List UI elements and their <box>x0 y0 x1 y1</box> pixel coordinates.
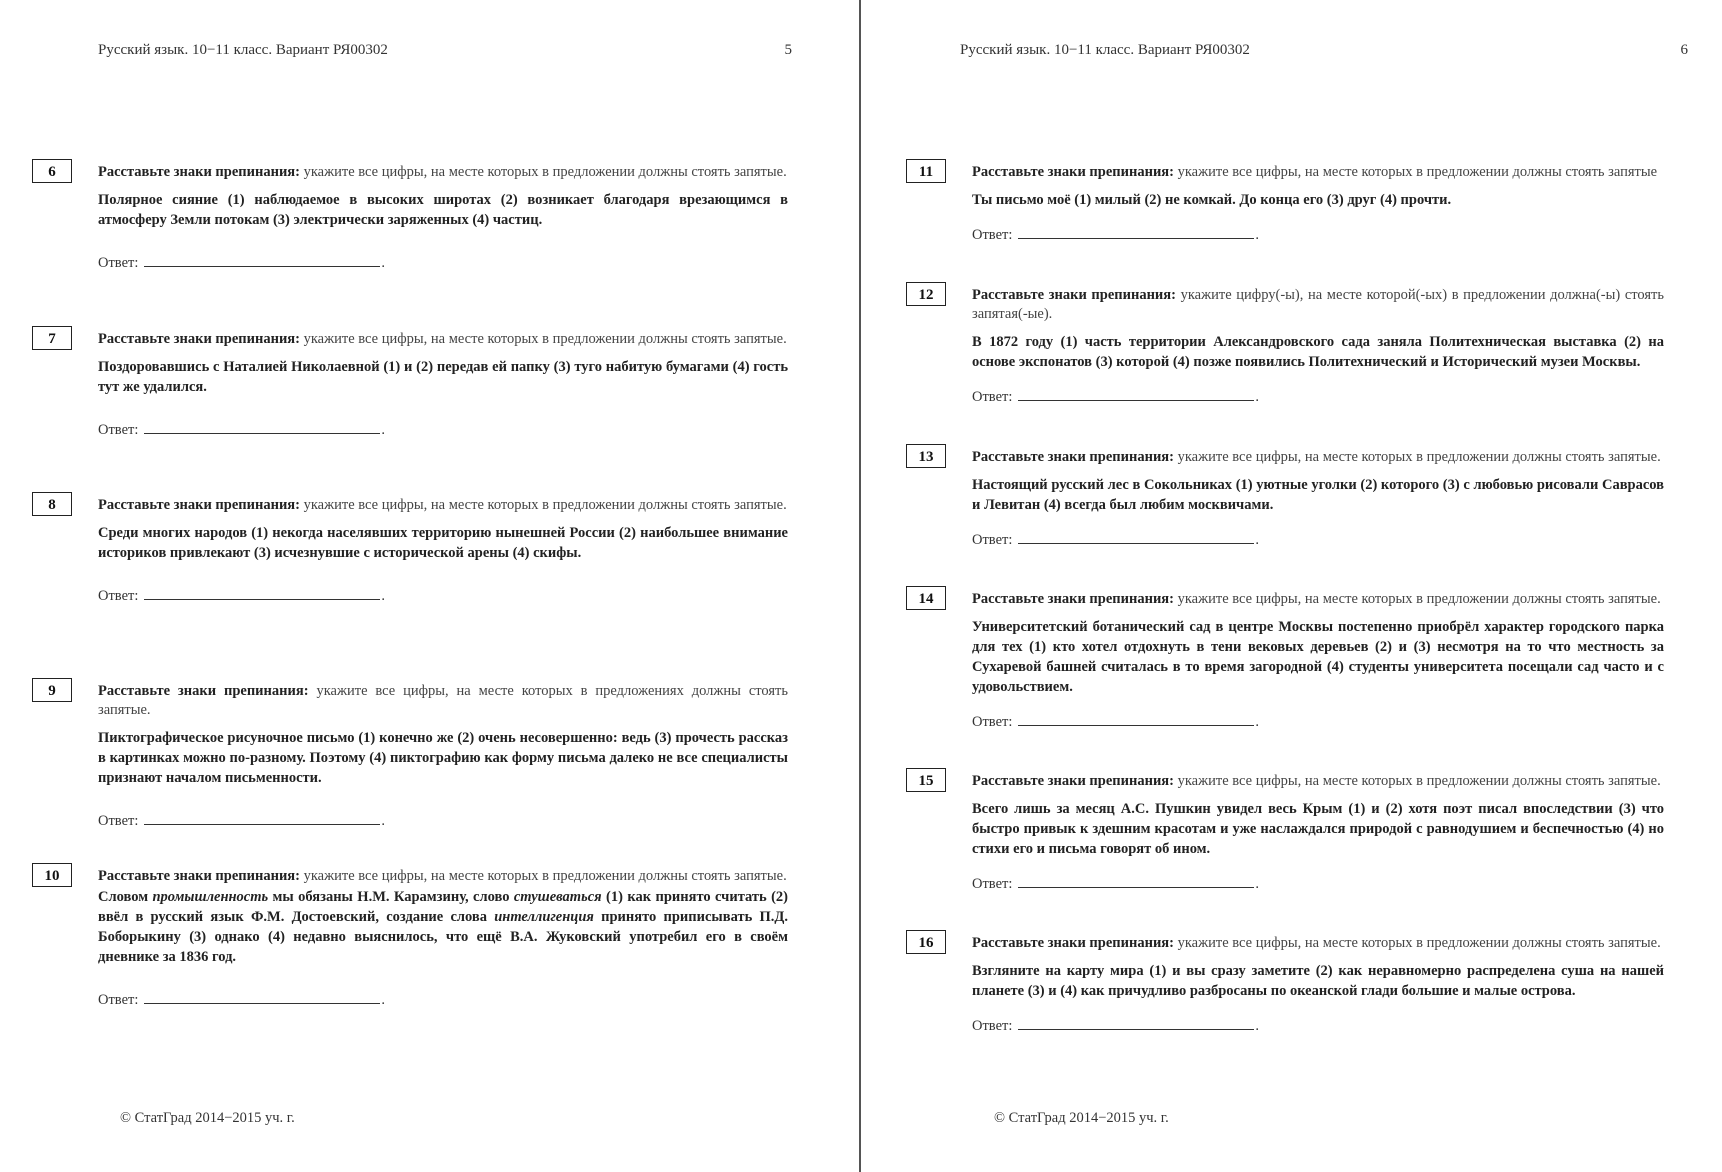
answer-row: Ответ: . <box>972 529 1664 549</box>
sentence-part: Словом <box>98 889 153 905</box>
instruction-text: укажите все цифры, на месте которых в предложении должны стоять запятые. <box>1177 591 1661 607</box>
instruction-text: укажите цифру(-ы), на месте которой(-ых) в предложении должна(-ы) стоять запятая(-ые). <box>972 287 1664 322</box>
task-number-box: 7 <box>32 326 72 350</box>
instruction-bold: Расставьте знаки препинания: <box>98 164 300 180</box>
task-9 <box>48 682 788 830</box>
answer-row: Ответ: . <box>972 873 1664 893</box>
task-instruction <box>98 682 788 720</box>
task-10 <box>44 867 788 1009</box>
answer-row: Ответ: . <box>98 585 788 605</box>
answer-row: Ответ: . <box>972 386 1664 406</box>
instruction-text: укажите все цифры, на месте которых в предложении должны стоять запятые. <box>303 331 787 347</box>
task-instruction <box>98 330 788 349</box>
task-sentence: Среди многих народов (1) некогда населявших территорию нынешней России (2) наибольшее внимание историков привлекают (3) исчезнувшие с исторической арены (4) скифы. <box>98 525 788 561</box>
instruction-text: укажите все цифры, на месте которых в предложении должны стоять запятые <box>1177 164 1658 180</box>
answer-label: Ответ: <box>98 992 139 1008</box>
instruction-bold: Расставьте знаки препинания: <box>98 331 300 347</box>
task-number-box: 16 <box>906 930 946 954</box>
task-sentence: Пиктографическое рисуночное письмо (1) конечно же (2) очень несовершенно: ведь (3) прочесть рассказ в картинках можно по-разному. Поэтому (4) пиктографию как форму письма далеко не все специалисты признают началом письменности. <box>98 730 788 786</box>
task-sentence: Полярное сияние (1) наблюдаемое в высоких широтах (2) возникает благодаря врезающимся в атмосферу Земли потокам (3) электрически заряженных (4) частиц. <box>98 192 788 228</box>
answer-row: Ответ: . <box>972 224 1664 244</box>
sentence-part: принято приписывать П.Д. Боборыкину (3) однако (4) недавно выяснилось, что ещё В.А. Жуковский употребил его в своём дневнике за 1836 год. <box>98 909 788 965</box>
task-number-box: 9 <box>32 678 72 702</box>
answer-field[interactable] <box>1018 1015 1254 1030</box>
answer-label: Ответ: <box>98 255 139 271</box>
page-header-title: Русский язык. 10−11 класс. Вариант РЯ00302 <box>960 42 1250 58</box>
task-number-box: 8 <box>32 492 72 516</box>
instruction-text: укажите все цифры, на месте которых в предложении должны стоять запятые. <box>1177 773 1661 789</box>
right-page <box>862 0 1722 1172</box>
italic-word: стушеваться <box>513 889 602 905</box>
page-divider <box>859 0 861 1172</box>
task-12 <box>918 286 1664 406</box>
answer-row: Ответ: . <box>972 1015 1664 1035</box>
task-sentence: Поздоровавшись с Наталией Николаевной (1) и (2) передав ей папку (3) туго набитую бумагами (4) гость тут же удалился. <box>98 359 788 395</box>
task-8 <box>48 496 788 605</box>
task-sentence: В 1872 году (1) часть территории Александровского сада заняла Политехническая выставка (2) на основе экспонатов (3) которой (4) позже появились Политехнический и Исторический музеи Москвы. <box>972 334 1664 370</box>
page-footer: © СтатГрад 2014−2015 уч. г. <box>994 1110 1169 1126</box>
task-sentence: Всего лишь за месяц А.С. Пушкин увидел весь Крым (1) и (2) хотя поэт писал впоследствии (3) что быстро привык к здешним красотам и уже наслаждался природой с равнодушием и беспечностью (4) но стихи его и письма говорят об ином. <box>972 801 1664 857</box>
task-6 <box>48 163 788 272</box>
answer-row: Ответ: . <box>972 711 1664 731</box>
page-number: 5 <box>784 42 792 58</box>
answer-field[interactable] <box>1018 873 1254 888</box>
instruction-text: укажите все цифры, на месте которых в предложениях должны стоять запятые. <box>98 683 788 718</box>
task-number-box: 11 <box>906 159 946 183</box>
answer-field[interactable] <box>1018 529 1254 544</box>
task-sentence: Настоящий русский лес в Сокольниках (1) уютные уголки (2) которого (3) с любовью рисовали Саврасов и Левитан (4) всегда был любим москвичами. <box>972 477 1664 513</box>
answer-label: Ответ: <box>972 876 1013 892</box>
task-sentence <box>98 887 788 967</box>
instruction-bold: Расставьте знаки препинания: <box>972 591 1174 607</box>
task-7 <box>48 330 788 439</box>
task-instruction <box>972 163 1664 182</box>
task-number-box: 14 <box>906 586 946 610</box>
sentence-part: мы обязаны Н.М. Карамзину, слово <box>268 889 514 905</box>
answer-field[interactable] <box>144 252 380 267</box>
answer-label: Ответ: <box>98 813 139 829</box>
task-16 <box>918 934 1664 1035</box>
answer-field[interactable] <box>144 585 380 600</box>
answer-field[interactable] <box>1018 224 1254 239</box>
answer-label: Ответ: <box>972 532 1013 548</box>
instruction-text: укажите все цифры, на месте которых в предложении должны стоять запятые. <box>1177 935 1661 951</box>
instruction-bold: Расставьте знаки препинания: <box>98 868 300 884</box>
answer-label: Ответ: <box>972 227 1013 243</box>
answer-field[interactable] <box>144 810 380 825</box>
task-instruction <box>98 496 788 515</box>
task-sentence: Ты письмо моё (1) милый (2) не комкай. До конца его (3) друг (4) прочти. <box>972 192 1452 208</box>
instruction-bold: Расставьте знаки препинания: <box>972 164 1174 180</box>
task-sentence: Университетский ботанический сад в центре Москвы постепенно приобрёл характер городского парка для тех (1) кто хотел отдохнуть в тени вековых деревьев (2) и (3) несмотря на то что местность за Сухаревой башней считалась в то время загородной (4) студенты университета посещали сад часто и с удовольствием. <box>972 619 1664 695</box>
instruction-bold: Расставьте знаки препинания: <box>972 935 1174 951</box>
answer-label: Ответ: <box>972 1018 1013 1034</box>
instruction-bold: Расставьте знаки препинания: <box>972 287 1176 303</box>
instruction-bold: Расставьте знаки препинания: <box>98 683 309 699</box>
task-number-box: 6 <box>32 159 72 183</box>
instruction-bold: Расставьте знаки препинания: <box>972 773 1174 789</box>
answer-row: Ответ: . <box>98 252 788 272</box>
instruction-text: укажите все цифры, на месте которых в предложении должны стоять запятые. <box>303 497 787 513</box>
task-number-box: 10 <box>32 863 72 887</box>
answer-label: Ответ: <box>972 389 1013 405</box>
task-instruction <box>972 590 1664 609</box>
task-13 <box>918 448 1664 549</box>
left-page <box>0 0 860 1172</box>
task-instruction <box>972 934 1664 953</box>
instruction-text: укажите все цифры, на месте которых в предложении должны стоять запятые. <box>303 868 787 884</box>
task-instruction <box>972 448 1664 467</box>
task-15 <box>918 772 1664 893</box>
instruction-text: укажите все цифры, на месте которых в предложении должны стоять запятые. <box>1177 449 1661 465</box>
page-number: 6 <box>1680 42 1688 58</box>
task-14 <box>918 590 1664 731</box>
task-instruction <box>98 867 788 886</box>
instruction-bold: Расставьте знаки препинания: <box>98 497 300 513</box>
answer-row: Ответ: . <box>98 810 788 830</box>
italic-word: промышленность <box>152 889 269 905</box>
answer-label: Ответ: <box>98 422 139 438</box>
answer-row: Ответ: . <box>98 419 788 439</box>
instruction-bold: Расставьте знаки препинания: <box>972 449 1174 465</box>
answer-field[interactable] <box>1018 711 1254 726</box>
task-instruction <box>98 163 788 182</box>
task-number-box: 13 <box>906 444 946 468</box>
task-11 <box>918 163 1664 244</box>
task-sentence: Взгляните на карту мира (1) и вы сразу заметите (2) как неравномерно распределена суша на нашей планете (3) и (4) как причудливо разбросаны по океанской глади большие и малые острова. <box>972 963 1664 999</box>
answer-field[interactable] <box>144 989 380 1004</box>
task-number-box: 12 <box>906 282 946 306</box>
answer-row: Ответ: . <box>98 989 788 1009</box>
sentence-part: (1) как принято считать (2) ввёл в русский язык Ф.М. Достоевский, создание слова <box>98 889 788 925</box>
task-instruction <box>972 772 1664 791</box>
italic-word: интеллигенция <box>494 909 594 925</box>
instruction-text: укажите все цифры, на месте которых в предложении должны стоять запятые. <box>303 164 787 180</box>
page-header-title: Русский язык. 10−11 класс. Вариант РЯ00302 <box>98 42 388 58</box>
page-footer: © СтатГрад 2014−2015 уч. г. <box>120 1110 295 1126</box>
answer-label: Ответ: <box>972 714 1013 730</box>
answer-label: Ответ: <box>98 588 139 604</box>
answer-field[interactable] <box>144 419 380 434</box>
task-number-box: 15 <box>906 768 946 792</box>
answer-field[interactable] <box>1018 386 1254 401</box>
task-instruction <box>972 286 1664 324</box>
